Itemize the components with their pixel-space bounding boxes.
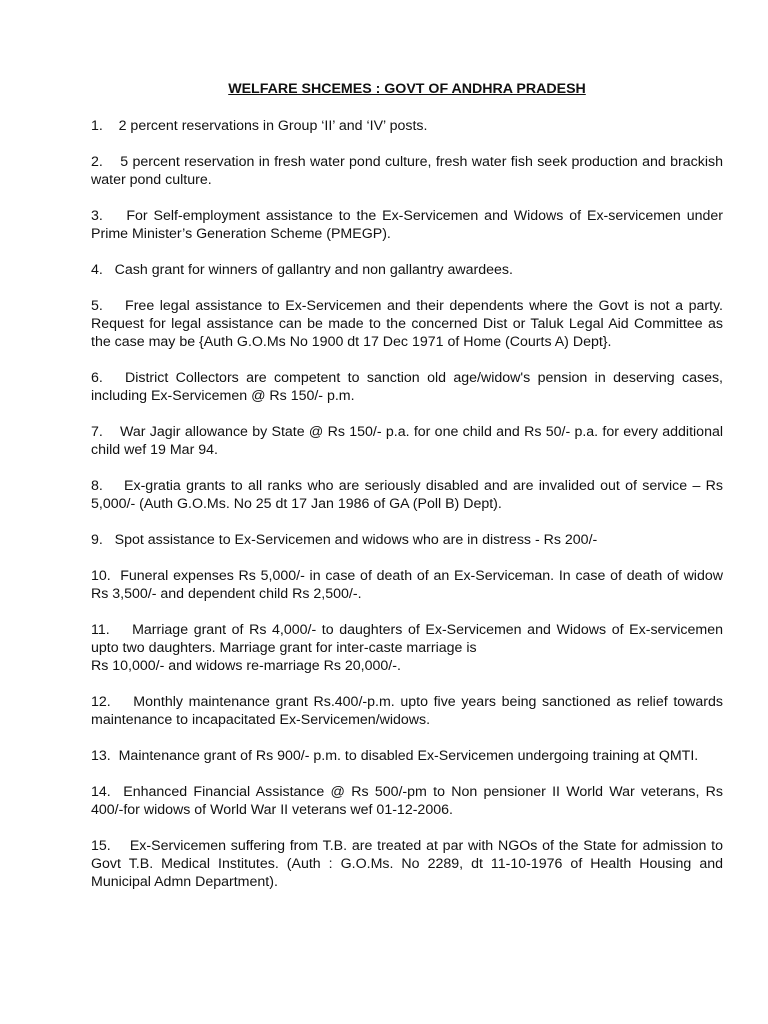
scheme-item-5: 5. Free legal assistance to Ex-Servicemen and their dependents where the Govt is not a party. Request for legal assistance can be made to the concerned Dist or Taluk Legal Aid Committee as the case may be {Auth G.O.Ms No 1900 dt 17 Dec 1971 of Home (Courts A) Dept}. (91, 298, 727, 350)
scheme-item-12: 12. Monthly maintenance grant Rs.400/-p.m. upto five years being sanctioned as relief towards maintenance to incapacitated Ex-Servicemen/widows. (91, 694, 727, 728)
scheme-item-14: 14. Enhanced Financial Assistance @ Rs 500/-pm to Non pensioner II World War veterans, Rs 400/-for widows of World War II veterans wef 01-12-2006. (91, 784, 727, 818)
scheme-list (91, 117, 727, 891)
scheme-item-3: 3. For Self-employment assistance to the Ex-Servicemen and Widows of Ex-servicemen under Prime Minister’s Generation Scheme (PMEGP). (91, 208, 727, 242)
scheme-item-13: 13. Maintenance grant of Rs 900/- p.m. to disabled Ex-Servicemen undergoing training at QMTI. (91, 748, 699, 764)
document-page (91, 80, 727, 909)
scheme-item-4: 4. Cash grant for winners of gallantry and non gallantry awardees. (91, 262, 513, 278)
scheme-item-2: 2. 5 percent reservation in fresh water pond culture, fresh water fish seek production and brackish water pond culture. (91, 154, 727, 188)
scheme-item-6: 6. District Collectors are competent to sanction old age/widow's pension in deserving cases, including Ex-Servicemen @ Rs 150/- p.m. (91, 370, 727, 404)
scheme-item-15: 15. Ex-Servicemen suffering from T.B. are treated at par with NGOs of the State for admission to Govt T.B. Medical Institutes. (Auth : G.O.Ms. No 2289, dt 11-10-1976 of Health Housing and Municipal Admn Department). (91, 838, 727, 890)
scheme-item-8: 8. Ex-gratia grants to all ranks who are seriously disabled and are invalided out of service – Rs 5,000/- (Auth G.O.Ms. No 25 dt 17 Jan 1986 of GA (Poll B) Dept). (91, 478, 727, 512)
scheme-item-9: 9. Spot assistance to Ex-Servicemen and widows who are in distress - Rs 200/- (91, 532, 598, 548)
scheme-item-10: 10. Funeral expenses Rs 5,000/- in case of death of an Ex-Serviceman. In case of death of widow Rs 3,500/- and dependent child Rs 2,500/-. (91, 568, 727, 602)
scheme-item-11: 11. Marriage grant of Rs 4,000/- to daughters of Ex-Servicemen and Widows of Ex-servicemen upto two daughters. Marriage grant for inter-caste marriage is Rs 10,000/- and widows re-marriage Rs 20,000/-. (91, 622, 723, 674)
scheme-item-1: 1. 2 percent reservations in Group ‘II’ and ‘IV’ posts. (91, 118, 428, 134)
document-title: WELFARE SHCEMES : GOVT OF ANDHRA PRADESH (228, 81, 586, 97)
scheme-item-7: 7. War Jagir allowance by State @ Rs 150/- p.a. for one child and Rs 50/- p.a. for every additional child wef 19 Mar 94. (91, 424, 727, 458)
